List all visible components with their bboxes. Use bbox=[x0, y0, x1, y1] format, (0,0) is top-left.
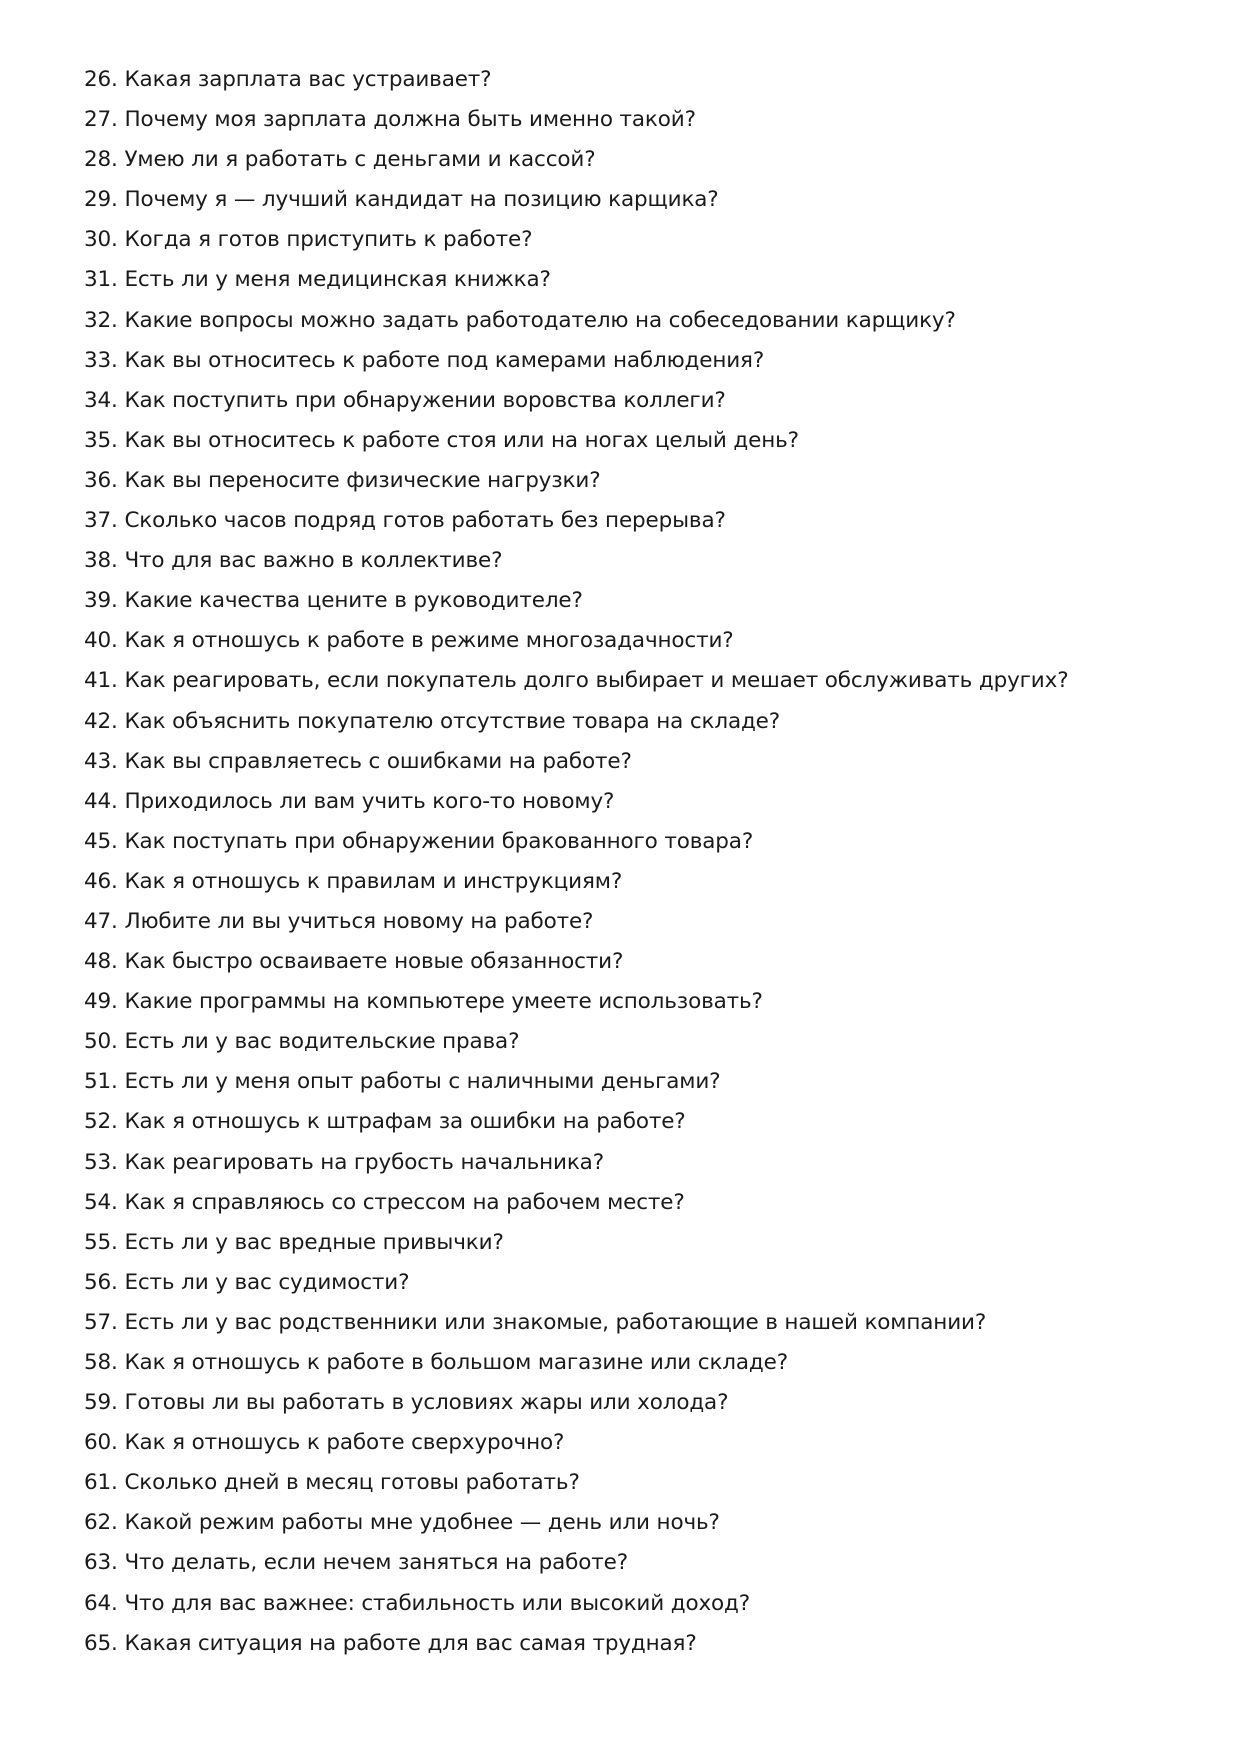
question-number: 35. bbox=[84, 427, 118, 453]
question-item bbox=[84, 1423, 1184, 1463]
question-item bbox=[84, 1143, 1184, 1183]
question-number: 39. bbox=[84, 588, 118, 614]
question-text: Какая ситуация на работе для вас самая трудная? bbox=[124, 1630, 697, 1656]
question-number: 59. bbox=[84, 1390, 118, 1416]
question-item bbox=[84, 1584, 1184, 1624]
question-text: Любите ли вы учиться новому на работе? bbox=[124, 908, 594, 934]
question-number: 40. bbox=[84, 628, 118, 654]
question-item bbox=[84, 942, 1184, 982]
question-number: 47. bbox=[84, 908, 118, 934]
question-number: 37. bbox=[84, 508, 118, 534]
question-number: 48. bbox=[84, 949, 118, 975]
question-item bbox=[84, 742, 1184, 782]
question-text: Как реагировать на грубость начальника? bbox=[124, 1149, 604, 1175]
question-number: 29. bbox=[84, 187, 118, 213]
question-item bbox=[84, 1343, 1184, 1383]
question-number: 55. bbox=[84, 1229, 118, 1255]
question-item bbox=[84, 1223, 1184, 1263]
question-text: Сколько дней в месяц готовы работать? bbox=[124, 1470, 580, 1496]
question-item bbox=[84, 381, 1184, 421]
question-number: 33. bbox=[84, 347, 118, 373]
question-text: Какие качества цените в руководителе? bbox=[124, 588, 583, 614]
question-number: 43. bbox=[84, 748, 118, 774]
question-item bbox=[84, 461, 1184, 501]
question-text: Когда я готов приступить к работе? bbox=[124, 227, 533, 253]
question-number: 61. bbox=[84, 1470, 118, 1496]
question-number: 32. bbox=[84, 307, 118, 333]
question-item bbox=[84, 341, 1184, 381]
question-item bbox=[84, 1383, 1184, 1423]
question-item bbox=[84, 501, 1184, 541]
question-text: Как я отношусь к работе в режиме многозадачности? bbox=[124, 628, 734, 654]
question-number: 50. bbox=[84, 1029, 118, 1055]
question-item bbox=[84, 1183, 1184, 1223]
question-number: 56. bbox=[84, 1269, 118, 1295]
question-text: Есть ли у вас судимости? bbox=[124, 1269, 410, 1295]
question-item bbox=[84, 1022, 1184, 1062]
question-number: 60. bbox=[84, 1430, 118, 1456]
question-number: 46. bbox=[84, 868, 118, 894]
question-item bbox=[84, 822, 1184, 862]
question-text: Есть ли у меня опыт работы с наличными деньгами? bbox=[124, 1069, 721, 1095]
question-text: Как вы относитесь к работе стоя или на ногах целый день? bbox=[124, 427, 799, 453]
question-text: Какой режим работы мне удобнее — день или ночь? bbox=[124, 1510, 720, 1536]
question-item bbox=[84, 702, 1184, 742]
question-text: Что делать, если нечем заняться на работе? bbox=[124, 1550, 628, 1576]
question-item bbox=[84, 421, 1184, 461]
question-item bbox=[84, 260, 1184, 300]
question-item bbox=[84, 782, 1184, 822]
question-number: 41. bbox=[84, 668, 118, 694]
question-text: Готовы ли вы работать в условиях жары или холода? bbox=[124, 1390, 729, 1416]
question-text: Сколько часов подряд готов работать без перерыва? bbox=[124, 508, 726, 534]
question-item bbox=[84, 902, 1184, 942]
question-number: 31. bbox=[84, 267, 118, 293]
question-item bbox=[84, 1102, 1184, 1142]
question-text: Что для вас важнее: стабильность или высокий доход? bbox=[124, 1590, 751, 1616]
question-text: Как вы переносите физические нагрузки? bbox=[124, 467, 601, 493]
question-text: Как вы относитесь к работе под камерами наблюдения? bbox=[124, 347, 765, 373]
question-item bbox=[84, 541, 1184, 581]
question-text: Какая зарплата вас устраивает? bbox=[124, 67, 492, 92]
question-text: Как объяснить покупателю отсутствие товара на складе? bbox=[124, 708, 781, 734]
question-text: Как вы справляетесь с ошибками на работе? bbox=[124, 748, 632, 774]
question-item bbox=[84, 1543, 1184, 1583]
question-number: 63. bbox=[84, 1550, 118, 1576]
question-text: Как реагировать, если покупатель долго выбирает и мешает обслуживать других? bbox=[124, 668, 1069, 694]
question-number: 64. bbox=[84, 1590, 118, 1616]
question-number: 57. bbox=[84, 1309, 118, 1335]
question-item bbox=[84, 1624, 1184, 1664]
question-text: Как я справляюсь со стрессом на рабочем месте? bbox=[124, 1189, 685, 1215]
question-item bbox=[84, 862, 1184, 902]
question-item bbox=[84, 1503, 1184, 1543]
question-number: 34. bbox=[84, 387, 118, 413]
question-number: 26. bbox=[84, 67, 118, 92]
question-number: 51. bbox=[84, 1069, 118, 1095]
question-item bbox=[84, 581, 1184, 621]
question-text: Как поступать при обнаружении бракованного товара? bbox=[124, 828, 754, 854]
question-item bbox=[84, 301, 1184, 341]
question-number: 36. bbox=[84, 467, 118, 493]
question-text: Как я отношусь к работе в большом магазине или складе? bbox=[124, 1350, 788, 1375]
question-number: 53. bbox=[84, 1149, 118, 1175]
question-item bbox=[84, 1303, 1184, 1343]
question-text: Почему моя зарплата должна быть именно такой? bbox=[124, 107, 696, 133]
question-number: 28. bbox=[84, 147, 118, 173]
question-item bbox=[84, 1062, 1184, 1102]
question-number: 62. bbox=[84, 1510, 118, 1536]
question-item bbox=[84, 140, 1184, 180]
question-item bbox=[84, 982, 1184, 1022]
question-number: 38. bbox=[84, 548, 118, 574]
question-text: Какие вопросы можно задать работодателю на собеседовании карщику? bbox=[124, 307, 956, 333]
question-list bbox=[84, 60, 1184, 1664]
question-number: 54. bbox=[84, 1189, 118, 1215]
question-item bbox=[84, 60, 1184, 100]
question-text: Есть ли у вас родственники или знакомые, работающие в нашей компании? bbox=[124, 1309, 987, 1335]
question-text: Какие программы на компьютере умеете использовать? bbox=[124, 989, 763, 1015]
question-number: 42. bbox=[84, 708, 118, 734]
question-number: 27. bbox=[84, 107, 118, 133]
question-number: 65. bbox=[84, 1630, 118, 1656]
question-number: 58. bbox=[84, 1350, 118, 1375]
question-item bbox=[84, 1463, 1184, 1503]
question-number: 52. bbox=[84, 1109, 118, 1135]
question-text: Что для вас важно в коллективе? bbox=[124, 548, 503, 574]
question-number: 49. bbox=[84, 989, 118, 1015]
question-text: Как я отношусь к работе сверхурочно? bbox=[124, 1430, 565, 1456]
question-item bbox=[84, 100, 1184, 140]
question-text: Умею ли я работать с деньгами и кассой? bbox=[124, 147, 596, 173]
question-number: 30. bbox=[84, 227, 118, 253]
question-number: 45. bbox=[84, 828, 118, 854]
question-item bbox=[84, 180, 1184, 220]
question-text: Почему я — лучший кандидат на позицию карщика? bbox=[124, 187, 719, 213]
question-item bbox=[84, 1263, 1184, 1303]
question-text: Как я отношусь к штрафам за ошибки на работе? bbox=[124, 1109, 686, 1135]
question-text: Приходилось ли вам учить кого-то новому? bbox=[124, 788, 615, 814]
question-item bbox=[84, 621, 1184, 661]
question-text: Есть ли у вас вредные привычки? bbox=[124, 1229, 504, 1255]
question-item bbox=[84, 220, 1184, 260]
question-item bbox=[84, 661, 1184, 701]
question-text: Есть ли у вас водительские права? bbox=[124, 1029, 520, 1055]
question-text: Как быстро осваиваете новые обязанности? bbox=[124, 949, 624, 975]
question-number: 44. bbox=[84, 788, 118, 814]
question-text: Как я отношусь к правилам и инструкциям? bbox=[124, 868, 623, 894]
question-text: Есть ли у меня медицинская книжка? bbox=[124, 267, 551, 293]
question-text: Как поступить при обнаружении воровства коллеги? bbox=[124, 387, 726, 413]
